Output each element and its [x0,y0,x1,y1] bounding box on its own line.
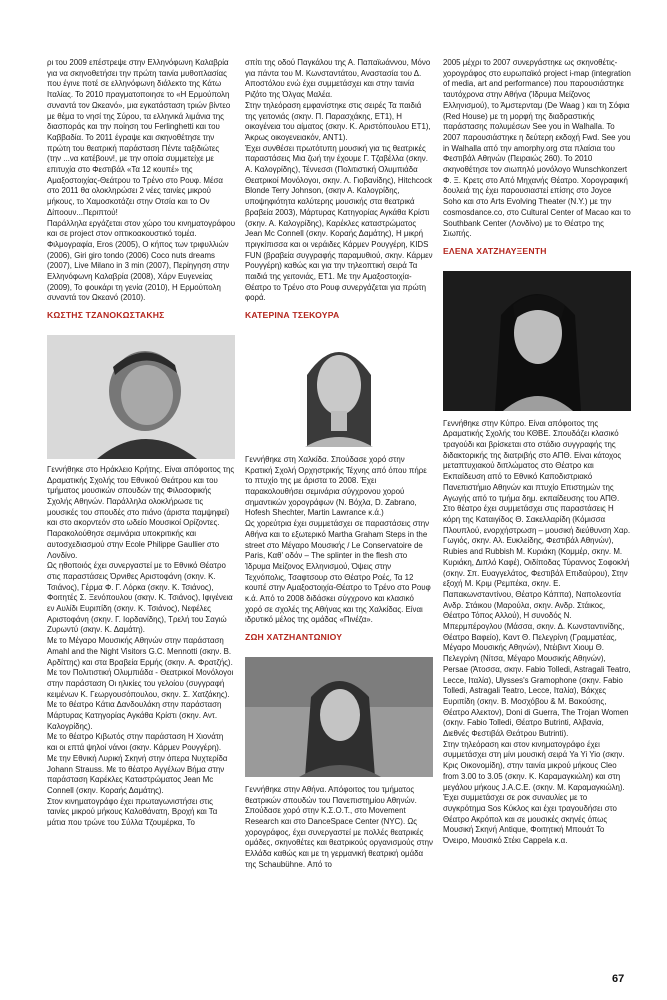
bio-paragraph: Με το Μέγαρο Μουσικής Αθηνών στην παράσταση Amahl and the Night Visitors G.C. Mennotti (σκην. Β. Αρδίττης) και στα Βραβεία Ερμής (σκην. Α. Φρατζής). [47,636,233,667]
bio-paragraph: Στο θέατρο έχει συμμετάσχει στις παραστάσεις Η κόρη της Καταιγίδος Θ. Σακελλαρίδη (Κόμισσα Πλουπλού, ενορχήστρωση – μουσική διεύθυνση Χαρ. Γωγιός, σκην. Αλ. Ευκλείδης, Φεστιβάλ Αθηνών), Rubies and Rubbish Μ. Κυριάκη (Κομμέρ, σκην. Μ. Κυριάκη, Διπλό Καφέ), Οιδίποδας Τύραννος Σοφοκλή (σκην. Σπ. Ευαγγελάτος, Φεστιβάλ Επιδαύρου), Στην εξοχή Μ. Κριμ (Ρεμπέκα, σκην. Ε. Παπακωνσταντίνου, Θέατρο Κάππα), Ναπολεοντία Ανδρ. Στάικου (Μαρούλα, σκην. Ανδρ. Στάικος, Θέατρο Τόπος Αλλού), Η συνοδός Ν. Μπερμπέρογλου (Μάσσα, σκην. Δ. Κωνσταντινίδης, Θέατρο Βαφείο), Καντ Θ. Πελεγρίνη (Γραμματέας, Μέγαρο Μουσικής Αθηνών), Ντέιβιντ Χιουμ Θ. Πελεγρίνη (Νίτσα, Μέγαρο Μουσικής Αθηνών), Persae (Άτοσσα, σκην. Fabio Tolledi, Astragali Teatro, Lecce, Ιταλία), Ulysses's Gramophone (σκην. Fabio Tolledi, Astragali Teatro, Lecce, Ιταλία), Βάκχες Ευριπίδη (σκην. Β. Μοσχόβου & Μ. Βακούσης, Θέατρο Αλεκτον), Doni di Guerra, The Trojan Women (σκην. Fabio Tolledi, Θέατρο Butrinti, Αλβανία, Διεθνές Φεστιβάλ Θεάτρου Butrinti). [443,504,631,739]
bio-paragraph: Με το θέατρο Κάτια Δανδουλάκη στην παράσταση Μάρτυρας Κατηγορίας Αγκάθα Κρίστι (σκην. Αντ. Καλογρίδης). [47,700,222,731]
portrait-photo-icon [245,657,433,777]
heading-kostis: ΚΩΣΤΗΣ ΤΖΑΝΟΚΩΣΤΑΚΗΣ [47,310,165,321]
heading-zoi: ΖΩΗ ΧΑΤΖΗΑΝΤΩΝΙΟΥ [245,632,343,643]
bio-paragraph: Γεννήθηκε στο Ηράκλειο Κρήτης. Είναι απόφοιτος της Δραματικής Σχολής του Εθνικού Θεάτρου και του τμήματος μουσικών σπουδών της Φιλοσοφικής Σχολής Αθηνών. Παράλληλα ολοκλήρωσε τις μουσικές του σπουδές στο πιάνο (άριστα παμψηφεί) και στο ακορντεόν στο ωδείο Μουσικοί Ορίζοντες. Παρακολούθησε σεμινάρια υποκριτικής και αυτοσχεδιασμού στην Ecole Philippe Gaullier στο Λονδίνο. [47,464,235,560]
heading-elena: ΕΛΕΝΑ ΧΑΤΖΗΑΥΞΕΝΤΗ [443,245,547,256]
bio-paragraph: 2005 μέχρι το 2007 συνεργάστηκε ως σκηνοθέτις-χορογράφος στο ευρωπαϊκό project i-map (integration of media, art and performance) που παρουσιάστηκε ταυτόχρονα στην Αθήνα (Ίδρυμα Μείζονος Ελληνισμού), το Άμστερνταμ (De Waag ) και τη Σόφια (Red House) με τη μορφή της διαδραστικής παράστασης πολυμέσων See you in Walhalla. Το 2007 παρουσιάστηκε η δεύτερη εκδοχή Fwd. See you in Walhalla από την amorphy.org στα πλαίσια του Φεστιβάλ Αθηνών (Πειραιώς 260). Το 2010 σκηνοθέτησε τον σιωπηλό μονόλογο Wunschkonzert Φ. Ξ. Κρετς στο Από Μηχανής Θέατρο. Χορογραφική δουλειά της έχει παρουσιαστεί επίσης στο Joyce Soho και στο Arts Evolving Theater (N.Y.) με την cosmosdance.co, στο Cultural Center of Macao και το Southbank Center (Λονδίνο) με το Θέατρο της Σιωπής. [443,58,631,239]
bio-paragraph: Στην τηλεόραση εμφανίστηκε στις σειρές Τα παιδιά της γειτονιάς (σκην. Π. Παρασχάκης, ΕΤ1), Η οικογένεια του αίματος (σκην. Κ. Αριστόπουλου ΕΤ1), Άκρως οικογενειακόν, ΑΝΤ1). [245,100,431,142]
bio-paragraph: Με τον Πολιτιστική Ολυμπιάδα - Θεατρικοί Μονόλογοι στην παράσταση Οι ηλικίες του γελοίου (συγγραφή κειμένων Κ. Γεωργουσόπουλου, σκην. Σ. Χατζάκης). [47,668,234,699]
bio-paragraph: Γεννήθηκε στην Κύπρο. Είναι απόφοιτος της Δραματικής Σχολής του ΚΘΒΕ. Σπουδάζει κλασικό τραγούδι και βρίσκεται στο στάδιο συγγραφής της διδακτορικής της διατριβής στο ΑΠΘ. Είναι κάτοχος μεταπτυχιακού διπλώματος στο Θέατρο και Εκπαίδευση από το Εθνικό Καποδιστριακό Πανεπιστήμιο Αθηνών και πτυχίο Επιστημών της Αγωγής από το τμήμα δημ. εκπαίδευσης του ΑΠΘ. [443,418,622,503]
bio-paragraph: Με την Εθνική Λυρική Σκηνή στην όπερα Νυχτερίδα Johann Strauss. Με το θέατρο Αγγέλων Βήμα στην παράσταση Καρέκλες Καταστρώματος Jean Mc Connell (σκην. Κοραής Δαμάτης). [47,753,228,795]
bio-paragraph: Στην τηλεόραση και στον κινηματογράφο έχει συμμετάσχει στη μίνι μουσική σειρά Ya Yi Yio (σκην. Κρις Οικονομίδη), στην ταινία μικρού μήκους Cleo from 3.00 to 3.05 (σκην. Κ. Καραμαγκιώλη) και στη μεγάλου μήκους J.A.C.E. (σκην. Μ. Καραμαγκιώλη). [443,739,625,792]
bio-paragraph: Γεννήθηκε στη Χαλκίδα. Σπούδασε χορό στην Κρατική Σχολή Ορχηστρικής Τέχνης από όπου πήρε το πτυχίο της με άριστα το 2008. Έχει παρακολουθήσει σεμινάρια σύγχρονου χορού σημαντικών χορογράφων (Ν. Βόχλα, D. Zabrano, Hofesh Shechter, Martin Lawrance κ.ά.) [245,454,427,518]
portrait-photo-icon [47,335,235,459]
bio-paragraph: Έχει συμμετάσχει σε ροκ συναυλίες με το συγκρότημα Sos Κύκλος και έχει τραγουδήσει στο Θέατρο Ακρόπολ και σε μουσικές σκηνές όπως Μουσική Σκηνή Antique, Φοιτητική Μπουάτ Το Όνειρο, Μουσικό Στέκι Cappela κ.α. [443,793,617,846]
portrait-photo-icon [245,335,433,447]
heading-katerina: ΚΑΤΕΡΙΝΑ ΤΣΕΚΟΥΡΑ [245,310,340,321]
portrait-elena-photo [443,271,631,411]
bio-paragraph: ρι του 2009 επέστρεψε στην Ελληνόφωνη Καλαβρία για να σκηνοθετήσει την πρώτη ταινία μυθοπλασίας που έγινε ποτέ σε ελληνόφωνη διάλεκτο της Κάτω Ιταλίας. Το 2010 πραγματοποιησε το «Η Ερμούπολη συναντά τον Ωκεανό», μια εγκατάσταση τριών βίντεο με θέμα το νησί της Σύρου, τα ελληνικά λιμάνια της διασποράς και την ποίηση του Ferlinghetti και του Καββαδία. Το 2011 έγραψε και σκηνοθέτησε την πρώτη του θεατρική παράσταση Πέντε ταξιδιώτες (την ...να κατέβουν!, με την οποία συμμετείχε με επιτυχία στο Φεστιβάλ «Τα 12 κουπέ» της Αμαξοστοιχίας-Θεάτρου το Τρένο στο Ρουφ. Μέσα στο 2011 θα ολοκληρώσει 2 νέες ταινίες μικρού μήκους, το Χαμοσκοτάζει στην Οτσία και το Ον Δίποουν...Περιπτού! [47,58,231,217]
bio-paragraph: Παράλληλα εργάζεται στον χώρο του κινηματογράφου και σε project στον οπτικοακουστικό τομέα. [47,218,236,239]
bio-paragraph: Με το θέατρο Κιβωτός στην παράσταση Η Χιονάτη και οι επτά ψηλοί νάνοι (σκην. Κάρμεν Ρουγγέρη). [47,732,224,753]
filmography-paragraph: Φιλμογραφία, Eros (2005), Ο κήπος των τριφυλλιών (2006), Giri giro tondo (2006) Coco nuts dreams (2007), Live Milano in 3 min (2007), Περίηγηση στην Ελληνόφωνη Καλαβρία (2008), Χάρν Ευγενείας (2009), Το φουκάρι τη γενία (2010), Η Ερμούπολη συναντά τον Ωκεανό (2010). [47,239,230,303]
bio-paragraph: Έχει συνθέσει πρωτότυπη μουσική για τις θεατρικές παραστάσεις Μια ζωή την έχουμε Γ. Τζαβέλλα (σκην. Α. Καλογρίδης), Τέννεσσι (Πολιτιστική Ολυμπιάδα Θεατρικοί Μονόλογοι, σκην. Λ. Γιοβανίδης), Hitchcock Blonde Terry Johnson, (σκην Α. Καλογρίδης, υποψηφιότητα καλύτερης μουσικής στα θεατρικά βραβεία 2003), Μάρτυρας Κατηγορίας Αγκάθα Κρίστι (σκην. Α. Καλογρίδης), Καρέκλες καταστρώματος Jean Mc Connell (σκην. Κοραής Δαμάτης), Η μικρή πριγκίπισσα και οι νεράιδες Κάρμεν Ρουγγέρη, KIDS FUN (βραβεία συγγραφής παραμυθιού, σκην. Κάρμεν Ρουγγέρη) καθώς και για την τηλεοπτική σειρά Τα παιδιά της γειτονιάς, ΕΤ1. Με την Αμαξοστοιχία-Θέατρο το Τρένο στο Ρουφ συνεργάζεται για πρώτη φορά. [245,143,433,303]
portrait-kostis-photo [47,335,235,459]
bio-paragraph: σπίτι της οδού Παγκάλου της Α. Παπαϊωάννου, Μόνο για πάντα του Μ. Κωνσταντάτου, Αναστασία του Δ. Αποστόλου ενώ έχει συμμετάσχει και στην ταινία Ριζότο της Όλγας Μαλέα. [245,58,431,100]
column-3 [443,58,631,847]
column-2 [245,58,433,870]
portrait-katerina-photo [245,335,433,447]
bio-paragraph: Ως χορεύτρια έχει συμμετάσχει σε παραστάσεις στην Αθήνα και το εξωτερικό Martha Graham Steps in the street στο Μέγαρο Μουσικής / Le Conservatoire de Paris, Καθ' οδόν – The splinter in the flesh στο Ίδρυμα Μείζονος Ελληνισμού, Όψεις στην Τεχνόπολις, Τσαφτσουρ στο Θέατρο Ροές, Τα 12 κουπέ στην Αμαξοστοιχία-Θέατρο το Τρένο στο Ρουφ κ.ά. Από το 2008 διδάσκει σύγχρονο και κλασικό χορό σε σχολές της Αθήνας και της Χαλκίδας. Είναι ιδρυτικό μέλος της ομάδας «Πινέζα». [245,519,431,625]
column-1 [47,58,235,829]
page-number: 67 [612,973,625,985]
portrait-zoi-photo [245,657,433,777]
bio-paragraph: Ως ηθοποιός έχει συνεργαστεί με το Εθνικό Θέατρο στις παραστάσεις Όρνιθες Αριστοφάνη (σκην. Κ. Τσιάνος), Γέρμα Φ. Γ. Λόρκα (σκην. Κ. Τσιάνος), Φοιτητές Σ. Ξενόπουλου (σκην. Κ. Τσιάνος), Ιφιγένεια εν Αυλίδι Ευριπίδη (σκην. Κ. Τσιάνος), Νεφέλες Αριστοφάνη (σκην. Γ. Ιορδανίδης), Τρελή του Σαγιώ Ζυρωντύ (σκην. Κ. Δαμάτη). [47,561,233,635]
portrait-photo-icon [443,271,631,411]
bio-paragraph: Γεννήθηκε στην Αθήνα. Απόφοιτος του τμήματος θεατρικών σπουδών του Πανεπιστημίου Αθηνών. Σπούδασε χορό στην Κ.Σ.Ο.Τ., στο Movement Research και στο DanceSpace Center (NYC). Ως χορογράφος, έχει συνεργαστεί με πολλές θεατρικές ομάδες, σκηνοθέτες και θεατρικούς οργανισμούς στην Ελλάδα καθώς και με τη γερμανική θεατρική ομάδα της Schaubühne. Από το [245,784,433,869]
bio-paragraph: Στον κινηματογράφο έχει πρωταγωνιστήσει στις ταινίες μικρού μήκους Καλοθάνατη, Βροχή και Τα μάτια που τρώνε του Σύλλα Τζουμέρκα, Το [47,796,218,828]
